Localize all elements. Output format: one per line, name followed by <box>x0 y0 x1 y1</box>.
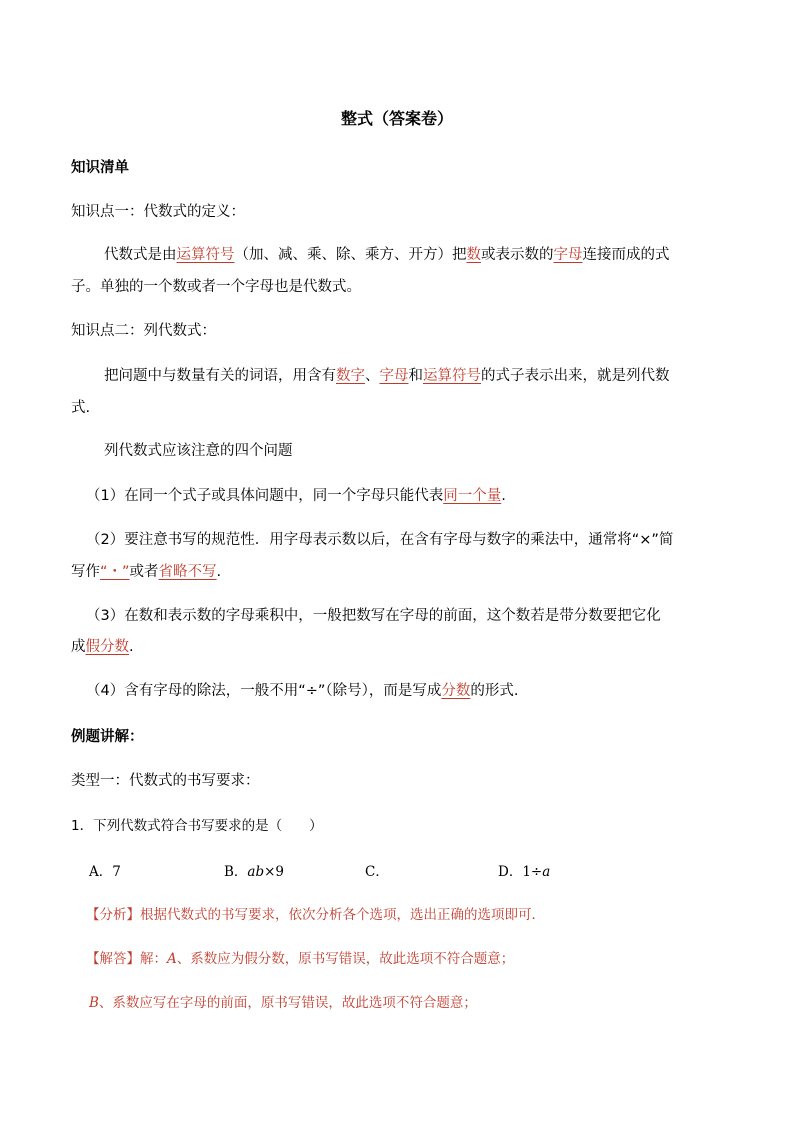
answer-line-b: B、系数应写在字母的前面，原书写错误，故此选项不符合题意； <box>89 995 477 1011</box>
answer-operators: 运算符号 <box>423 368 481 384</box>
rule-4: （4）含有字母的除法，一般不用“÷”（除号），而是写成分数的形式. <box>86 683 519 699</box>
kp1-heading: 知识点一：代数式的定义： <box>71 204 245 220</box>
kp2-paragraph-line2: 式. <box>71 400 91 416</box>
kp2-paragraph-line1: 把问题中与数量有关的词语，用含有数字、字母和运算符号的式子表示出来，就是列代数 <box>104 368 670 384</box>
rule-2-line2: 写作“・”或者省略不写. <box>71 564 222 580</box>
answer-same-quantity: 同一个量 <box>443 488 502 504</box>
rule-3-line1: （3）在数和表示数的字母乘积中，一般把数写在字母的前面，这个数若是带分数要把它化 <box>86 608 661 624</box>
answer-tag: 【解答】 <box>86 951 140 967</box>
kp2-heading: 知识点二：列代数式： <box>71 323 216 339</box>
rule-1: （1）在同一个式子或具体问题中，同一个字母只能代表同一个量. <box>86 488 506 504</box>
kp1-paragraph-line2: 子。单独的一个数或者一个字母也是代数式。 <box>71 279 361 295</box>
rule-3-line2: 成假分数. <box>71 639 134 655</box>
question-1-stem: 1．下列代数式符合书写要求的是（ ） <box>71 818 323 834</box>
answer-line-a: 【解答】解：A、系数应为假分数，原书写错误，故此选项不符合题意； <box>86 951 515 967</box>
kp1-paragraph-line1: 代数式是由运算符号（加、减、乘、除、乘方、开方）把数或表示数的字母连接而成的式 <box>104 247 670 263</box>
answer-fraction: 分数 <box>441 683 471 699</box>
option-b: B．ab×9 <box>224 864 285 880</box>
analysis-tag: 【分析】 <box>86 907 140 923</box>
answer-improper-fraction: 假分数 <box>85 639 129 655</box>
page-title: 整式（答案卷） <box>340 109 453 128</box>
answer-omit: 省略不写 <box>158 564 217 580</box>
kp2-note: 列代数式应该注意的四个问题 <box>104 443 293 459</box>
option-d: D．1÷a <box>498 864 551 880</box>
option-c: C． <box>365 864 389 880</box>
section-knowledge-heading: 知识清单 <box>71 160 129 176</box>
answer-letter: 字母 <box>553 247 583 263</box>
answer-digits: 数字 <box>336 368 365 384</box>
option-a: A．7 <box>89 864 121 880</box>
section-examples-heading: 例题讲解： <box>71 729 144 745</box>
answer-dot: “・” <box>100 564 130 580</box>
answer-number: 数 <box>466 247 481 263</box>
answer-letters: 字母 <box>379 368 409 384</box>
analysis: 【分析】根据代数式的书写要求，依次分析各个选项，选出正确的选项即可． <box>86 907 545 923</box>
rule-2-line1: （2）要注意书写的规范性．用字母表示数以后，在含有字母与数字的乘法中，通常将“×”简 <box>86 532 674 548</box>
type-1-heading: 类型一：代数式的书写要求： <box>71 773 260 789</box>
answer-operator-symbols: 运算符号 <box>176 247 235 263</box>
